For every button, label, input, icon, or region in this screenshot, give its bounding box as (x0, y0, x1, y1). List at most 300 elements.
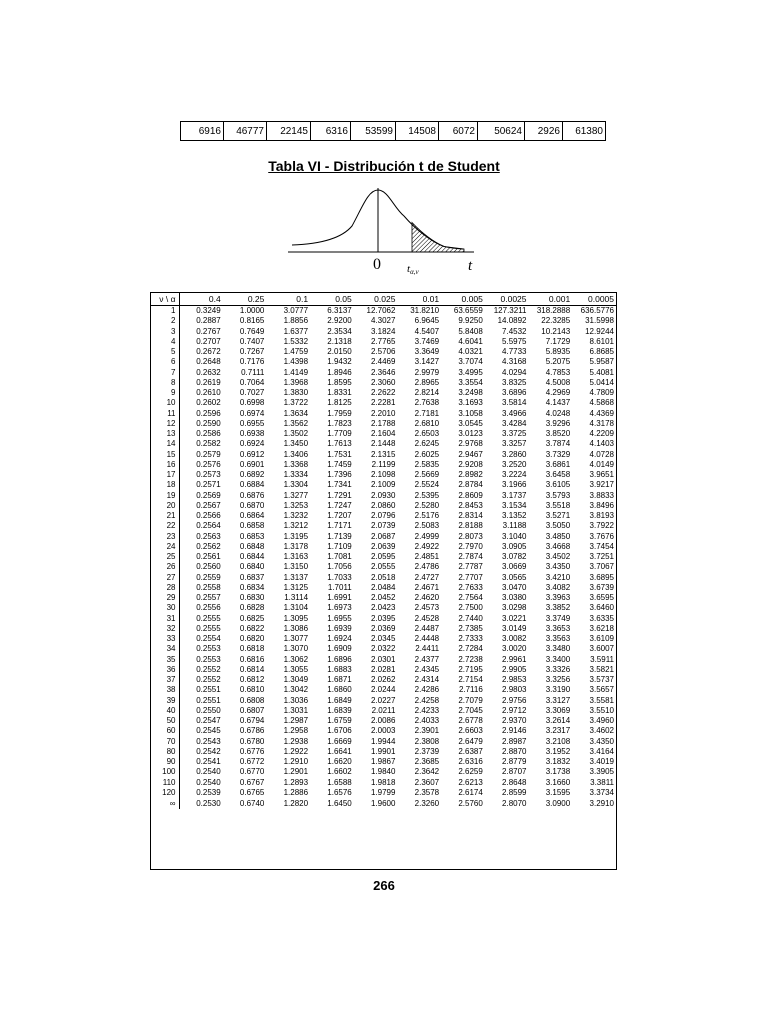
value-cell: 0.3249 (196, 306, 221, 315)
nu-cell: 26 (151, 562, 179, 572)
value-cell: 3.3256 (545, 675, 571, 684)
value-cell: 0.2559 (196, 572, 221, 582)
value-cell: 2.8784 (458, 480, 483, 490)
value-cell: 1.7531 (327, 449, 352, 459)
value-cell: 2.8707 (502, 767, 527, 777)
nu-cell: 35 (151, 655, 179, 665)
table-row (151, 398, 616, 408)
nu-cell: 19 (151, 491, 179, 501)
value-cell: 1.3042 (283, 685, 309, 695)
value-cell: 2.6387 (458, 746, 483, 756)
nu-cell: 30 (151, 603, 179, 613)
value-cell: 2.7333 (458, 634, 483, 643)
value-cell: 3.7469 (414, 336, 440, 346)
value-cell: 2.5706 (370, 347, 396, 356)
value-cell: 0.2553 (196, 644, 221, 654)
value-cell: 12.9244 (585, 326, 614, 336)
t-alpha-subscript: α,ν (410, 268, 419, 276)
value-cell: 2.3642 (414, 767, 440, 777)
table-row (151, 798, 616, 809)
value-cell: 0.2539 (196, 787, 221, 797)
value-cell: 0.6740 (239, 799, 265, 808)
value-cell: 1.3114 (284, 593, 309, 602)
value-cell: 6.9645 (414, 316, 440, 326)
table-row (151, 767, 616, 777)
value-cell: 0.2563 (196, 531, 221, 541)
value-cell: 3.7251 (589, 552, 614, 561)
nu-cell: 17 (151, 470, 179, 480)
value-cell: 2.5395 (414, 490, 440, 500)
value-cell: 1.7341 (327, 480, 352, 490)
value-cell: 0.6767 (239, 777, 265, 787)
value-cell: 2.0345 (370, 634, 396, 643)
value-cell: 31.8210 (410, 306, 440, 315)
table-row (151, 644, 616, 654)
value-cell: 3.4502 (545, 552, 571, 561)
value-cell: 1.6669 (327, 736, 352, 746)
value-cell: 3.3725 (502, 429, 527, 438)
value-cell: 3.1188 (502, 521, 527, 531)
nu-cell: 2 (151, 316, 179, 326)
value-cell: 2.0739 (370, 521, 396, 531)
value-cell: 4.5008 (545, 377, 571, 387)
nu-cell: 25 (151, 552, 179, 562)
value-cell: 4.7853 (545, 367, 571, 377)
value-cell: 1.7033 (327, 572, 352, 582)
value-cell: 2.1448 (370, 439, 396, 449)
value-cell: 4.3027 (370, 316, 396, 326)
value-cell: 3.6007 (589, 644, 614, 654)
value-cell: 0.6816 (239, 654, 265, 664)
value-cell: 2.5669 (414, 470, 440, 479)
value-cell: 3.1738 (545, 767, 571, 777)
value-cell: 2.7874 (458, 552, 483, 561)
value-cell: 3.3563 (545, 634, 571, 643)
value-cell: 5.4081 (589, 367, 614, 377)
value-cell: 0.6837 (239, 572, 265, 582)
value-cell: 3.3905 (589, 767, 614, 777)
table-row (151, 480, 616, 490)
value-cell: 2.0452 (370, 593, 396, 602)
value-cell: 1.2987 (283, 716, 309, 725)
value-cell: 2.9979 (414, 367, 440, 377)
value-cell: 2.4448 (414, 634, 440, 643)
value-cell: 2.4411 (415, 644, 440, 654)
value-cell: 2.0639 (370, 541, 396, 551)
value-cell: 3.7454 (589, 541, 614, 551)
value-cell: 0.2561 (196, 552, 221, 561)
value-cell: 2.1604 (370, 429, 396, 438)
value-cell: 6.3137 (327, 306, 352, 315)
value-cell: 1.8125 (327, 398, 352, 408)
value-cell: 3.3257 (502, 439, 527, 449)
value-cell: 2.2622 (370, 388, 396, 397)
value-cell: 2.9208 (458, 459, 483, 469)
value-cell: 3.8496 (589, 500, 614, 510)
value-cell: 3.0905 (502, 541, 527, 551)
value-cell: 4.4369 (589, 408, 614, 418)
table-row (151, 439, 616, 449)
value-cell: 0.2619 (196, 377, 221, 387)
value-cell: 4.5407 (414, 326, 440, 336)
value-cell: 0.6912 (239, 449, 265, 459)
value-cell: 1.3368 (283, 459, 309, 469)
nu-cell: 90 (151, 757, 179, 767)
alpha-header: 0.005 (441, 293, 485, 306)
value-cell: 2.8648 (502, 777, 527, 787)
value-cell: 0.6848 (239, 541, 265, 551)
alpha-header: 0.0025 (485, 293, 529, 306)
nu-cell: 80 (151, 747, 179, 757)
value-cell: 3.6335 (589, 613, 614, 623)
value-cell: 1.7081 (327, 552, 352, 561)
value-cell: 1.3304 (283, 480, 309, 490)
value-cell: 2.7045 (458, 705, 483, 715)
value-cell: 2.8982 (458, 470, 483, 479)
nu-cell: 11 (151, 409, 179, 419)
value-cell: 3.5510 (589, 705, 614, 715)
value-cell: 2.7195 (458, 664, 483, 674)
value-cell: 0.2579 (196, 449, 221, 459)
value-cell: 2.1199 (371, 459, 396, 469)
value-cell: 4.0248 (545, 408, 571, 418)
value-cell: 0.6807 (239, 705, 265, 715)
value-cell: 2.5760 (458, 799, 483, 808)
value-cell: 0.2541 (196, 757, 221, 766)
value-cell: 0.2555 (196, 613, 221, 623)
number-cell: 61380 (563, 122, 606, 141)
value-cell: 1.7396 (327, 470, 352, 479)
value-cell: 3.3963 (545, 593, 571, 602)
value-cell: 2.8779 (502, 757, 527, 766)
value-cell: 2.3607 (414, 777, 440, 787)
value-cell: 2.0518 (370, 572, 396, 582)
value-cell: 6.8685 (589, 347, 614, 356)
value-cell: 3.7676 (589, 531, 614, 541)
value-cell: 1.8856 (283, 316, 309, 326)
value-cell: 3.4164 (589, 746, 614, 756)
value-cell: 1.3406 (283, 449, 309, 459)
table-header-row (151, 293, 616, 306)
value-cell: 0.7267 (239, 347, 265, 356)
nu-cell: 50 (151, 716, 179, 726)
value-cell: 2.1315 (370, 449, 396, 459)
alpha-header: 0.0005 (572, 293, 616, 306)
value-cell: 5.8408 (458, 326, 483, 336)
value-cell: 2.8314 (458, 511, 483, 520)
value-cell: 3.8520 (545, 429, 571, 438)
value-cell: 3.5911 (590, 654, 614, 664)
value-cell: 2.6213 (458, 777, 483, 787)
table-row (151, 634, 616, 644)
value-cell: 0.2558 (196, 582, 221, 592)
nu-cell: 16 (151, 460, 179, 470)
value-cell: 0.2569 (196, 490, 221, 500)
value-cell: 3.2910 (589, 799, 614, 808)
value-cell: 2.8188 (458, 521, 483, 531)
value-cell: 2.7238 (458, 654, 483, 664)
value-cell: 2.3808 (414, 736, 440, 746)
value-cell: 3.0298 (502, 603, 527, 613)
nu-cell: 5 (151, 347, 179, 357)
table-row (151, 562, 616, 572)
value-cell: 0.2551 (196, 695, 221, 705)
value-cell: 2.0930 (370, 490, 396, 500)
value-cell: 3.4210 (545, 572, 571, 582)
value-cell: 2.0244 (370, 685, 396, 695)
value-cell: 2.9756 (502, 695, 527, 705)
table-row (151, 778, 616, 788)
value-cell: 2.2010 (370, 408, 396, 418)
value-cell: 1.6602 (327, 767, 352, 777)
value-cell: 2.7284 (458, 644, 483, 654)
value-cell: 3.5050 (545, 521, 571, 531)
table-row (151, 501, 616, 511)
value-cell: 0.2573 (196, 470, 221, 479)
value-cell: 1.6909 (327, 644, 352, 654)
value-cell: 2.9712 (502, 705, 527, 715)
number-cell: 6316 (311, 122, 351, 141)
value-cell: 0.2586 (196, 429, 221, 438)
value-cell: 2.9905 (502, 664, 527, 674)
table-row (151, 788, 616, 798)
value-cell: 0.7176 (239, 357, 265, 367)
value-cell: 2.0484 (370, 582, 396, 592)
value-cell: 3.7329 (545, 449, 571, 459)
value-cell: 2.0395 (370, 613, 396, 623)
number-cell: 53599 (351, 122, 396, 141)
value-cell: 1.0000 (239, 306, 265, 315)
value-cell: 2.6810 (414, 418, 440, 428)
nu-cell: 70 (151, 737, 179, 747)
table-row (151, 593, 616, 603)
value-cell: 22.3285 (541, 316, 571, 326)
value-cell: 0.2545 (196, 726, 221, 736)
value-cell: 3.0221 (502, 613, 527, 623)
nu-cell: 15 (151, 450, 179, 460)
value-cell: 2.2281 (370, 398, 396, 408)
value-cell: 3.5518 (545, 500, 571, 510)
value-cell: 3.5814 (502, 398, 527, 408)
value-cell: 0.6892 (239, 470, 265, 479)
table-body (151, 306, 616, 810)
value-cell: 4.2969 (545, 388, 571, 397)
value-cell: 1.6641 (327, 746, 352, 756)
value-cell: 0.2672 (196, 347, 221, 356)
value-cell: 0.6812 (239, 675, 265, 684)
value-cell: 2.0423 (370, 603, 396, 613)
value-cell: 0.2553 (196, 654, 221, 664)
value-cell: 1.3031 (283, 705, 309, 715)
value-cell: 3.3811 (590, 777, 614, 787)
value-cell: 0.2596 (196, 408, 221, 418)
t-distribution-figure (282, 186, 482, 278)
table-row (151, 327, 616, 337)
value-cell: 0.2767 (196, 326, 221, 336)
value-cell: 3.2614 (545, 716, 571, 725)
value-cell: 3.1693 (458, 398, 483, 408)
value-cell: 4.7809 (589, 388, 614, 397)
value-cell: 3.3852 (545, 603, 571, 613)
value-cell: 3.0669 (502, 562, 527, 572)
value-cell: 1.7109 (327, 541, 352, 551)
nu-cell: 110 (151, 778, 179, 788)
value-cell: 2.3260 (414, 799, 440, 808)
value-cell: 2.8987 (502, 736, 527, 746)
value-cell: 1.2958 (283, 726, 309, 736)
value-cell: 1.6706 (327, 726, 352, 736)
value-cell: 3.8325 (502, 377, 527, 387)
table-row (151, 470, 616, 480)
table-row (151, 306, 616, 317)
value-cell: 1.2820 (283, 799, 309, 808)
value-cell: 1.7139 (327, 531, 352, 541)
table-row (151, 624, 616, 634)
value-cell: 3.0123 (458, 429, 483, 438)
table-row (151, 675, 616, 685)
value-cell: 0.2540 (196, 777, 221, 787)
value-cell: 0.6776 (239, 746, 265, 756)
value-cell: 1.6924 (327, 634, 352, 643)
value-cell: 2.7079 (458, 695, 483, 705)
value-cell: 1.2910 (283, 757, 309, 766)
value-cell: 2.3534 (327, 326, 352, 336)
value-cell: 1.6839 (327, 705, 352, 715)
value-cell: 0.6870 (239, 500, 265, 510)
value-cell: 3.3326 (545, 664, 571, 674)
value-cell: 1.6991 (327, 593, 352, 602)
nu-cell: 7 (151, 368, 179, 378)
value-cell: 2.4727 (414, 572, 440, 582)
value-cell: 1.6973 (327, 603, 352, 613)
value-cell: 2.3060 (370, 377, 396, 387)
value-cell: 5.9587 (589, 357, 614, 367)
value-cell: 1.3212 (283, 521, 309, 531)
value-cell: 3.3190 (545, 685, 571, 695)
value-cell: 0.2564 (196, 521, 221, 531)
value-cell: 3.0777 (283, 306, 309, 315)
value-cell: 0.2550 (196, 705, 221, 715)
value-cell: 2.6316 (458, 757, 483, 766)
nu-cell: 120 (151, 788, 179, 798)
value-cell: 1.3277 (283, 490, 309, 500)
table-row (151, 532, 616, 542)
value-cell: 2.4286 (414, 685, 440, 695)
value-cell: 0.2530 (196, 799, 221, 808)
value-cell: 2.9146 (502, 726, 527, 736)
value-cell: 1.4398 (283, 357, 309, 367)
value-cell: 3.1595 (545, 787, 571, 797)
value-cell: 3.3749 (545, 613, 571, 623)
value-cell: 3.6218 (589, 623, 614, 633)
value-cell: 2.1098 (370, 470, 396, 479)
value-cell: 3.6861 (545, 459, 571, 469)
value-cell: 0.2547 (196, 716, 221, 725)
value-cell: 14.0892 (497, 316, 527, 326)
value-cell: 3.2498 (458, 388, 483, 397)
value-cell: 1.2886 (283, 787, 309, 797)
nu-cell: 4 (151, 337, 179, 347)
value-cell: 1.3334 (283, 470, 309, 479)
value-cell: 3.0900 (545, 799, 571, 808)
value-cell: 2.0687 (370, 531, 396, 541)
value-cell: 0.2562 (196, 541, 221, 551)
zero-label: 0 (373, 256, 381, 273)
nu-cell: 18 (151, 480, 179, 490)
value-cell: 0.6840 (239, 562, 265, 572)
value-cell: 2.4487 (414, 623, 440, 633)
value-cell: 1.6759 (327, 716, 352, 725)
table-row (151, 429, 616, 439)
value-cell: 3.1534 (502, 500, 527, 510)
value-cell: 2.6025 (414, 449, 440, 459)
nu-cell: 3 (151, 327, 179, 337)
nu-cell: 9 (151, 388, 179, 398)
value-cell: 0.2552 (196, 675, 221, 684)
value-cell: 1.7613 (327, 439, 352, 449)
value-cell: 4.6041 (458, 336, 483, 346)
value-cell: 2.4528 (414, 613, 440, 623)
value-cell: 2.0227 (370, 695, 396, 705)
value-cell: 2.9370 (502, 716, 527, 725)
value-cell: 2.9961 (502, 654, 527, 664)
alpha-header: 0.25 (223, 293, 267, 306)
shaded-tail-area (412, 223, 464, 253)
table-row (151, 337, 616, 347)
value-cell: 3.0020 (502, 644, 527, 654)
value-cell: 4.0321 (458, 347, 483, 356)
value-cell: 3.9296 (545, 418, 571, 428)
value-cell: 5.0414 (589, 377, 614, 387)
nu-cell: 37 (151, 675, 179, 685)
value-cell: 3.2224 (502, 470, 527, 479)
value-cell: 1.8595 (327, 377, 352, 387)
value-cell: 2.0086 (370, 716, 396, 725)
value-cell: 2.9768 (458, 439, 483, 449)
t-axis-label: t (468, 258, 473, 274)
alpha-header: 0.1 (266, 293, 310, 306)
value-cell: 0.7649 (239, 326, 265, 336)
value-cell: 2.7633 (458, 582, 483, 592)
value-cell: 0.2610 (196, 388, 221, 397)
page-number: 266 (373, 878, 395, 893)
value-cell: 1.6620 (327, 757, 352, 766)
table-row (151, 450, 616, 460)
value-cell: 3.1824 (370, 326, 396, 336)
value-cell: 2.4258 (414, 695, 440, 705)
value-cell: 3.6460 (589, 603, 614, 613)
value-cell: 3.4082 (545, 582, 571, 592)
value-cell: 2.3739 (414, 746, 440, 756)
value-cell: 1.6955 (327, 613, 352, 623)
value-cell: 1.3195 (283, 531, 309, 541)
value-cell: 0.7111 (241, 367, 265, 377)
nu-cell: 31 (151, 614, 179, 624)
nu-cell: 22 (151, 521, 179, 531)
value-cell: 3.2860 (502, 449, 527, 459)
table-title: Tabla VI - Distribución t de Student (268, 158, 500, 174)
value-cell: 1.6896 (327, 654, 352, 664)
value-cell: 0.6765 (239, 787, 265, 797)
value-cell: 0.7064 (239, 377, 265, 387)
value-cell: 2.8965 (414, 377, 440, 387)
alpha-header: 0.4 (179, 293, 223, 306)
table-row (151, 737, 616, 747)
value-cell: 0.2552 (196, 664, 221, 674)
value-cell: 0.6924 (239, 439, 265, 449)
value-cell: 1.7207 (327, 511, 352, 520)
value-cell: 2.4469 (370, 357, 396, 367)
